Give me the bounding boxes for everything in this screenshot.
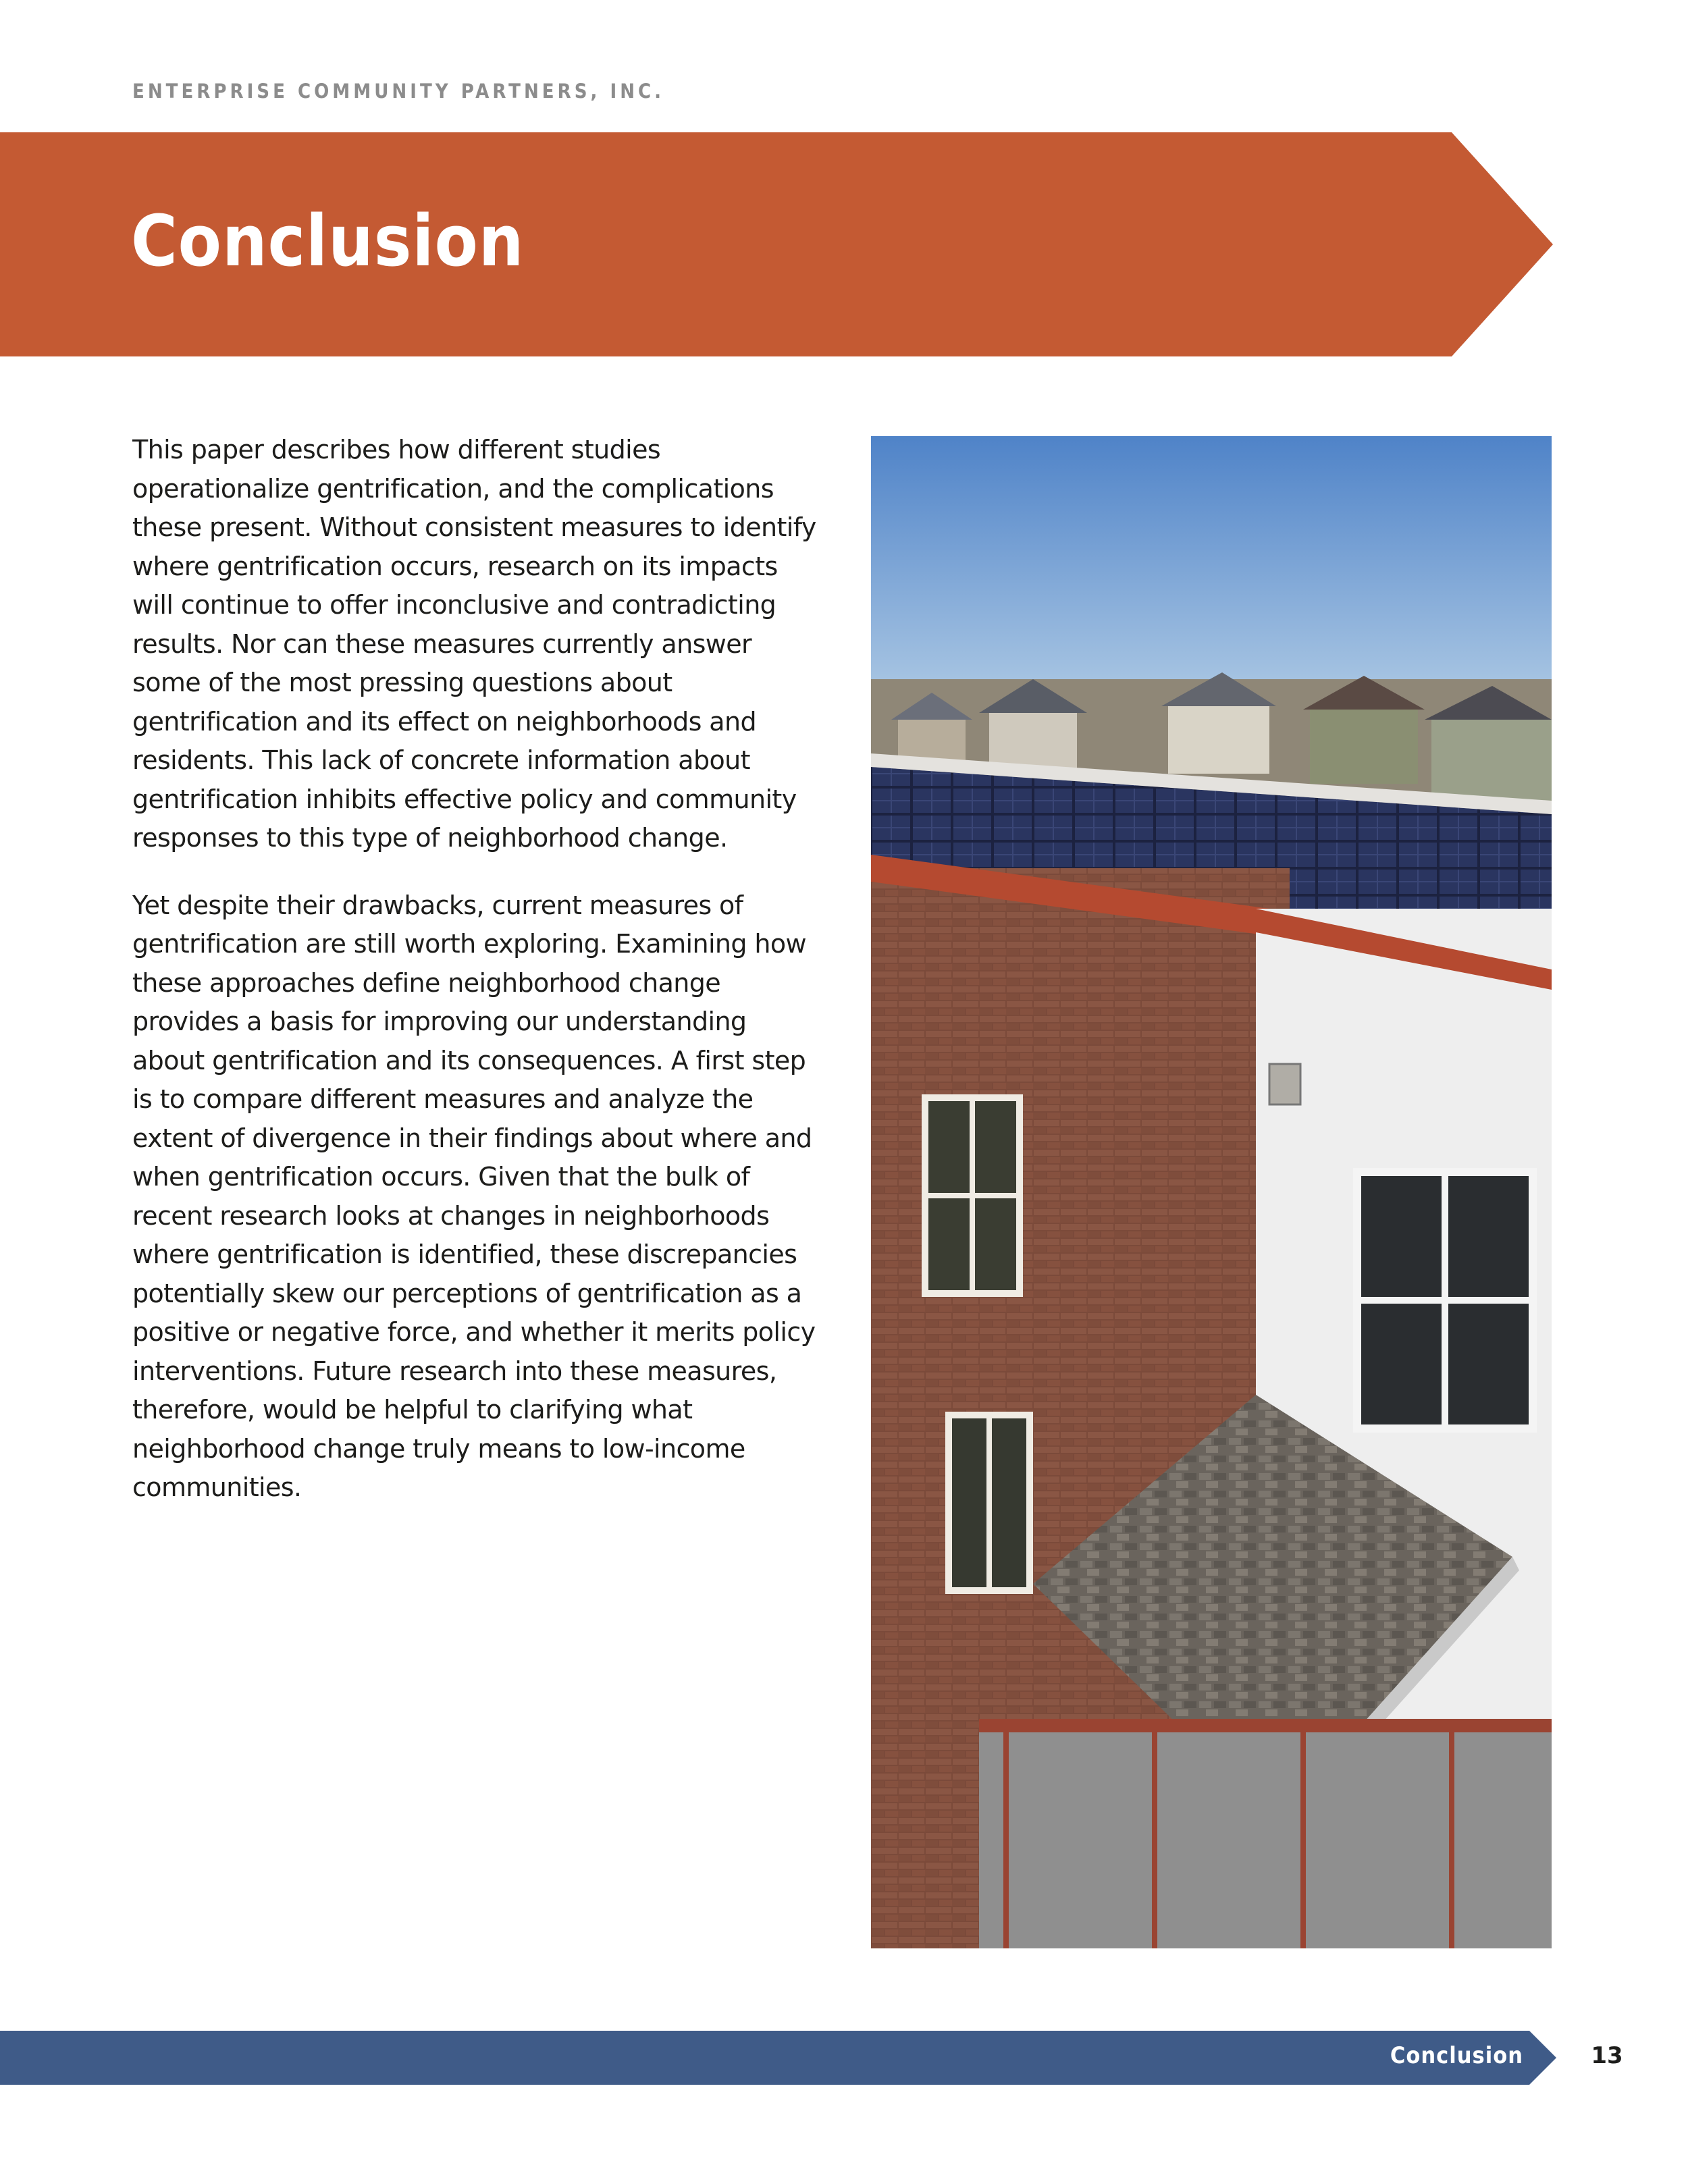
building-photo bbox=[871, 436, 1552, 1948]
footer-section-label: Conclusion bbox=[1390, 2042, 1523, 2069]
footer-bar bbox=[0, 2031, 1556, 2085]
section-title: Conclusion bbox=[131, 200, 525, 282]
paragraph: Yet despite their drawbacks, current measures of gentrification are still worth exploring. Examining how these approaches define neighborhood change provides a basis for improving our understanding about gentrification and its consequences. A first step is to compare different measures and analyze the extent of divergence in their findings about where and when gentrification occurs. Given that the bulk of recent research looks at changes in neighborhoods where gentrification is identified, these discrepancies potentially skew our perceptions of gentrification as a positive or negative force, and whether it merits policy interventions. Future research into these measures, therefore, would be helpful to clarifying what neighborhood change truly means to low-income communities. bbox=[132, 890, 816, 1502]
paragraph: This paper describes how different studies operationalize gentrification, and the complications these present. Without consistent measures to identify where gentrification occurs, research on its impacts will continue to offer inconclusive and contradicting results. Nor can these measures currently answer some of the most pressing questions about gentrification and its effect on neighborhoods and residents. This lack of concrete information about gentrification inhibits effective policy and community responses to this type of neighborhood change. bbox=[132, 435, 816, 853]
body-text bbox=[132, 431, 821, 1536]
running-header: ENTERPRISE COMMUNITY PARTNERS, INC. bbox=[132, 80, 665, 103]
page-number: 13 bbox=[1591, 2042, 1623, 2069]
